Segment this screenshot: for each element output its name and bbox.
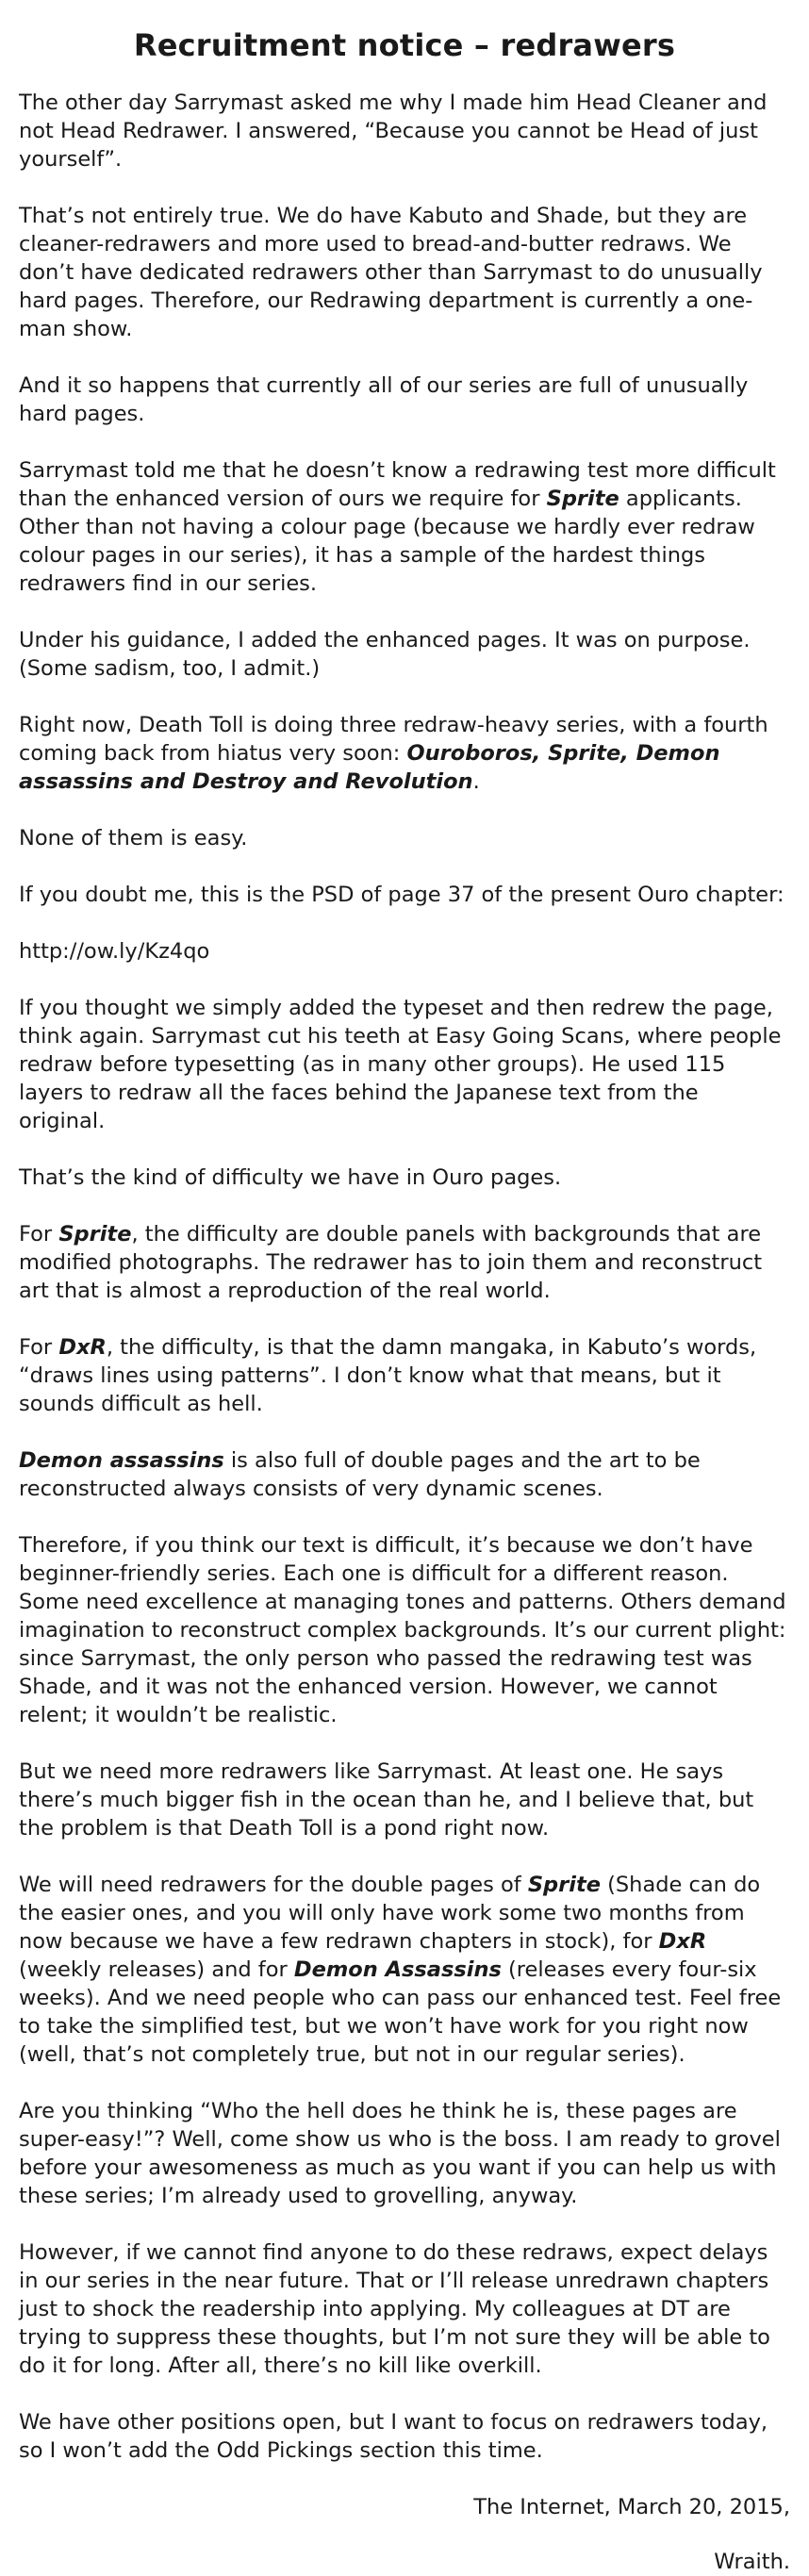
body-paragraph [19,881,790,909]
emphasized-title: DxR [58,1335,107,1360]
text-run: (Shade can do the easier ones, and you will only have work some two months from now because we have a few redrawn chapters in stock), for [19,1873,761,1954]
signature-date-line: The Internet, March 20, 2015, [473,2495,790,2519]
body-paragraph [19,1446,790,1503]
text-run: That’s not entirely true. We do have Kabuto and Shade, but they are cleaner-redrawers and more used to bread-and-butter redraws. We don’t have dedicated redrawers other than Sarrymast to do unusually hard pages. Therefore, our Redrawing department is currently a one-man show. [19,204,763,341]
text-run: Sarrymast told me that he doesn’t know a redrawing test more difficult than the enhanced version of ours we require for [19,458,776,511]
text-run: That’s the kind of difficulty we have in Ouro pages. [19,1165,562,1190]
body-paragraph [19,1220,790,1305]
text-run: For [19,1335,59,1360]
text-run: Are you thinking “Who the hell does he think he is, these pages are super-easy!”? Well, come show us who is the boss. I am ready to grovel before your awesomeness as much as you want if you can help us with these series; I’m already used to grovelling, anyway. [19,2099,781,2208]
text-run: . [472,769,480,794]
body-paragraph [19,456,790,598]
body-paragraph [19,1758,790,1842]
text-run: If you doubt me, this is the PSD of page 37 of the present Ouro chapter: [19,883,784,907]
emphasized-title: Demon assassins [19,1448,224,1473]
body-paragraph [19,994,790,1135]
body-paragraph [19,89,790,173]
text-run: But we need more redrawers like Sarrymast. At least one. He says there’s much bigger fish in the ocean than he, and I believe that, but the problem is that Death Toll is a pond right now. [19,1759,754,1841]
text-run: The other day Sarrymast asked me why I made him Head Cleaner and not Head Redrawer. I answered, “Because you cannot be Head of just yourself”. [19,91,768,172]
body-paragraph [19,824,790,852]
text-run: applicants. Other than not having a colour page (because we hardly ever redraw colour pages in our series), it has a sample of the hardest things redrawers find in our series. [19,487,755,596]
body-paragraph [19,2408,790,2465]
text-run: We have other positions open, but I want to focus on redrawers today, so I won’t add the Odd Pickings section this time. [19,2410,768,2463]
text-run: (weekly releases) and for [19,1957,294,1982]
text-run: Therefore, if you think our text is difficult, it’s because we don’t have beginner-friendly series. Each one is difficult for a different reason. Some need excellence at managing tones and patterns. Others demand imagination to reconstruct complex backgrounds. It’s our current plight: since Sarrymast, the only person who passed the redrawing test was Shade, and it was not the enhanced version. However, we cannot relent; it wouldn’t be realistic. [19,1533,786,1727]
text-run: For [19,1222,59,1247]
emphasized-title: Demon Assassins [293,1957,502,1982]
text-run: Right now, Death Toll is doing three redraw-heavy series, with a fourth coming back from hiatus very soon: [19,713,768,766]
notice-body [19,89,790,2465]
signature-author: Wraith. [714,2550,790,2574]
body-paragraph [19,626,790,683]
page-title: Recruitment notice – redrawers [133,27,676,63]
emphasized-title: Sprite [527,1873,601,1897]
text-run: is also full of double pages and the art to be reconstructed always consists of very dynamic scenes. [19,1448,701,1501]
body-paragraph [19,937,790,966]
text-run: Under his guidance, I added the enhanced pages. It was on purpose. (Some sadism, too, I admit.) [19,628,751,681]
text-run: http://ow.ly/Kz4qo [19,939,210,964]
body-paragraph [19,711,790,796]
emphasized-title: DxR [658,1929,707,1954]
text-run: , the difficulty, is that the damn mangaka, in Kabuto’s words, “draws lines using patterns”. I don’t know what that means, but it sounds difficult as hell. [19,1335,757,1416]
text-run: We will need redrawers for the double pages of [19,1873,528,1897]
body-paragraph [19,2238,790,2380]
text-run: However, if we cannot find anyone to do these redraws, expect delays in our series in the near future. That or I’ll release unredrawn chapters just to shock the readership into applying. My colleagues at DT are trying to suppress these thoughts, but I’m not sure they will be able to do it for long. After all, there’s no kill like overkill. [19,2240,770,2378]
body-paragraph [19,2097,790,2210]
text-run: And it so happens that currently all of our series are full of unusually hard pages. [19,373,749,426]
body-paragraph [19,1531,790,1729]
body-paragraph [19,372,790,428]
text-run: , the difficulty are double panels with backgrounds that are modified photographs. The redrawer has to join them and reconstruct art that is almost a reproduction of the real world. [19,1222,763,1303]
body-paragraph [19,1333,790,1418]
emphasized-title: Ouroboros, Sprite, Demon assassins and Destroy and Revolution [19,741,720,794]
body-paragraph [19,1164,790,1192]
text-run: None of them is easy. [19,826,248,850]
text-run: If you thought we simply added the typeset and then redrew the page, think again. Sarrymast cut his teeth at Easy Going Scans, where people redraw before typesetting (as in many other groups). He used 115 layers to redraw all the faces behind the Japanese text from the original. [19,996,782,1133]
body-paragraph [19,1871,790,2069]
emphasized-title: Sprite [546,487,619,511]
body-paragraph [19,202,790,343]
emphasized-title: Sprite [58,1222,132,1247]
text-run: (releases every four-six weeks). And we need people who can pass our enhanced test. Feel free to take the simplified test, but we won’t have work for you right now (well, that’s not completely true, but not in our regular series). [19,1957,782,2067]
